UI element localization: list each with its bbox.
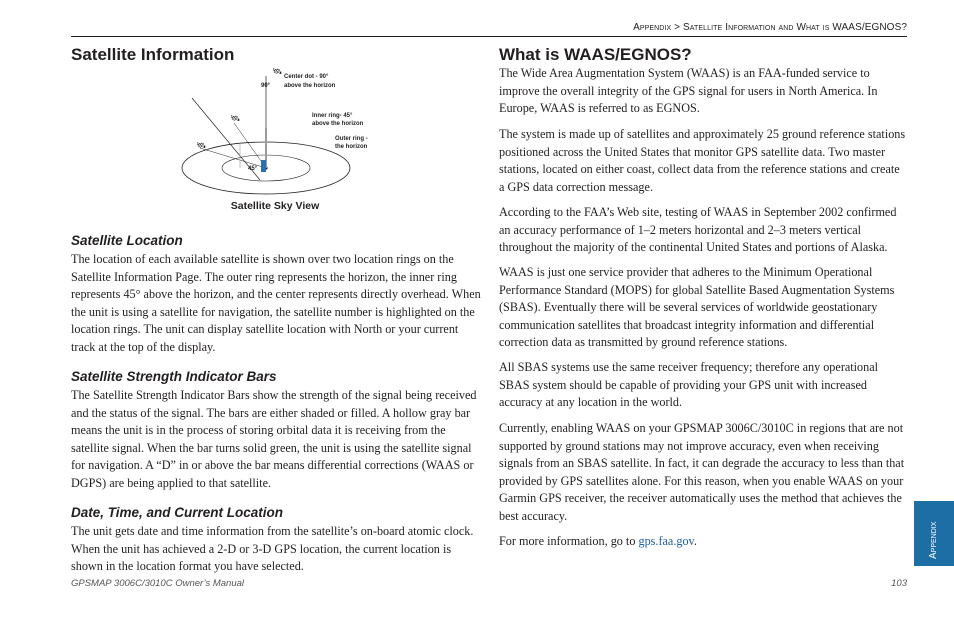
paragraph-satellite-location: The location of each available satellite is shown over two location rings on the Satellite Information Page. The outer ring represents the horizon, the inner ring represents 45° above the horizon, and the center represents directly overhead. When the unit is using a satellite for navigation, the satellite number is highlighted on the location rings. The unit can display satellite location with North or your current track at the top of the display.: [71, 252, 481, 354]
header-topic-end: WAAS/EGNOS?: [832, 22, 907, 33]
header-appendix: Appendix: [633, 22, 672, 33]
satellite-sky-view-diagram: [180, 68, 380, 203]
label-outer-2: the horizon: [335, 144, 368, 150]
paragraph-waas-mops: WAAS is just one service provider that adheres to the Minimum Operational Performance Standard (MOPS) for global Satellite Based Augmentation Systems (SBAS). Eventually there will be several services of worldwide geostationary communication satellites that broadcast integrity information and differential correction data as transmitted by ground reference stations.: [499, 265, 895, 349]
satellite-icon-top: 🛰: [272, 68, 283, 76]
running-header: [633, 22, 907, 33]
figure-caption: Satellite Sky View: [230, 200, 320, 212]
footer-manual-title: GPSMAP 3006C/3010C Owner’s Manual: [71, 578, 245, 589]
paragraph-waas-testing: According to the FAA’s Web site, testing of WAAS in September 2002 confirmed an accuracy performance of 1–2 meters horizontal and 2–3 meters vertical throughout the majority of the continental United States and portions of Alaska.: [499, 205, 897, 254]
appendix-tab[interactable]: [914, 501, 954, 566]
label-center-2: above the horizon: [284, 83, 336, 89]
footer-page-number: 103: [891, 578, 907, 589]
outer-sat-line: [200, 148, 266, 168]
more-info-prefix: For more information, go to: [499, 534, 639, 548]
subheading-satellite-location: Satellite Location: [71, 233, 183, 248]
subheading-strength-bars: Satellite Strength Indicator Bars: [71, 369, 277, 384]
header-separator: >: [671, 22, 683, 33]
label-outer-1: Outer ring -: [335, 136, 368, 142]
paragraph-sbas-systems: All SBAS systems use the same receiver frequency; therefore any operational SBAS system should be capable of providing your GPS unit with increased accuracy at any location in the world.: [499, 360, 879, 409]
paragraph-waas-intro: The Wide Area Augmentation System (WAAS) is an FAA-funded service to improve the overall integrity of the GPS signal for users in North America. In Europe, WAAS is referred to as EGNOS.: [499, 66, 878, 115]
section-title-waas-egnos: What is WAAS/EGNOS?: [499, 45, 692, 64]
subheading-date-time-location: Date, Time, and Current Location: [71, 505, 284, 520]
satellite-used-marker: [261, 160, 266, 172]
label-center-1: Center dot - 90°: [284, 74, 329, 80]
label-90: 90°: [261, 83, 271, 89]
satellite-icon-outer: 🛰: [196, 141, 207, 150]
faa-website-link[interactable]: gps.faa.gov: [638, 534, 694, 548]
label-45: 45°: [248, 166, 258, 172]
paragraph-date-time-location: The unit gets date and time information from the satellite’s on-board atomic clock. When the unit has achieved a 2-D or 3-D GPS location, the current location is shown in the location format you have selected.: [71, 524, 474, 573]
paragraph-more-info: [499, 533, 907, 551]
paragraph-waas-currently: Currently, enabling WAAS on your GPSMAP 3006C/3010C in regions that are not supported by ground stations may not improve accuracy, even when receiving signals from an SBAS satellite. In fact, it can degrade the accuracy to less than that provided by GPS satellites alone. For this reason, when you enable WAAS on your Garmin GPS receiver, the receiver automatically uses the method that achieves the best accuracy.: [499, 421, 905, 523]
header-topic: Satellite Information and What is: [682, 22, 830, 33]
satellite-icon-inner: 🛰: [230, 114, 241, 123]
paragraph-waas-system: The system is made up of satellites and approximately 25 ground reference stations positioned across the United States that monitor GPS satellite data. Two master stations, located on either coast, collect data from the reference stations and create a GPS data correction message.: [499, 127, 906, 194]
label-inner-1: Inner ring- 45°: [312, 113, 353, 119]
header-rule: [71, 36, 907, 37]
more-info-suffix: .: [693, 534, 697, 548]
label-inner-2: above the horizon: [312, 121, 364, 127]
appendix-tab-label: Appendix: [928, 521, 939, 559]
section-title-satellite-information: Satellite Information: [71, 45, 235, 64]
paragraph-strength-bars: The Satellite Strength Indicator Bars show the strength of the signal being received and the status of the signal. The bars are either shaded or filled. A hollow gray bar means the unit is in the process of storing orbital data it is receiving from the satellite signal. When the bar turns solid green, the unit is using the satellite signal for navigation. A “D” in or above the bar means differential corrections (WAAS or DGPS) are being applied to that satellite.: [71, 388, 477, 490]
